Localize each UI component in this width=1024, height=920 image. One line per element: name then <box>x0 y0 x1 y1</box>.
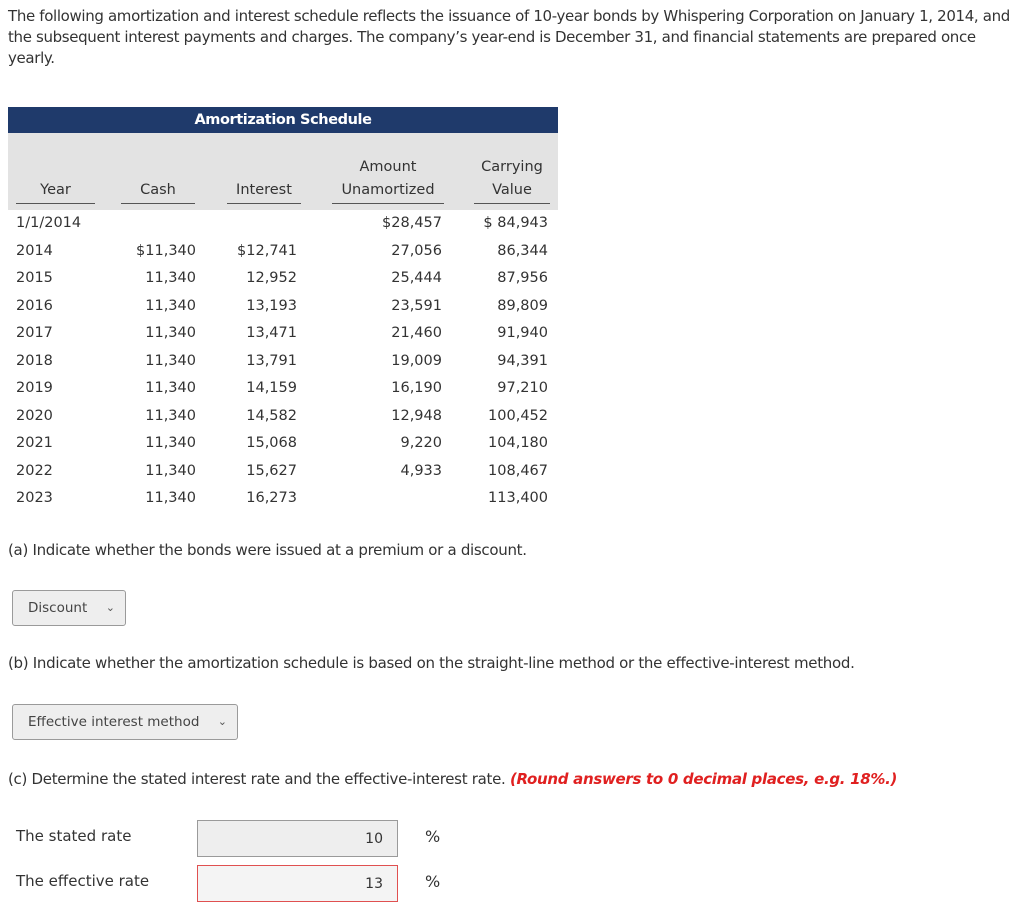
table-row <box>8 210 558 238</box>
amount-unamortized-cell: 23,591 <box>391 297 442 314</box>
premium-discount-select[interactable] <box>12 590 126 626</box>
cash-cell: 11,340 <box>145 270 196 286</box>
carrying-value-cell: 94,391 <box>497 352 548 369</box>
interest-cell: $12,741 <box>237 242 297 259</box>
interest-cell: 16,273 <box>246 490 297 506</box>
year-cell: 2023 <box>16 490 53 506</box>
question-b: (b) Indicate whether the amortization schedule is based on the straight-line method or the effective-interest method. <box>8 654 855 672</box>
carrying-value-cell: 87,956 <box>497 270 548 286</box>
interest-cell: 12,952 <box>246 270 297 286</box>
header-amount-unamortized: Amount Unamortized <box>332 156 444 204</box>
table-row <box>8 265 558 293</box>
year-cell: 2020 <box>16 407 53 424</box>
table-title: Amortization Schedule <box>8 107 558 133</box>
table-header <box>8 133 558 210</box>
table-row <box>8 293 558 321</box>
cash-cell: 11,340 <box>145 435 196 451</box>
year-cell: 2022 <box>16 462 53 479</box>
year-cell: 2014 <box>16 242 53 259</box>
rounding-note: (Round answers to 0 decimal places, e.g. 18%.) <box>509 770 898 788</box>
amount-unamortized-cell: 27,056 <box>391 242 442 259</box>
table-row <box>8 320 558 348</box>
header-year: Year <box>16 179 95 204</box>
amortization-method-select[interactable] <box>12 704 238 740</box>
chevron-down-icon: ⌄ <box>217 715 227 728</box>
cash-cell: 11,340 <box>145 380 196 396</box>
carrying-value-cell: 91,940 <box>497 325 548 341</box>
table-row <box>8 348 558 376</box>
amount-unamortized-cell: 21,460 <box>391 325 442 341</box>
carrying-value-cell: 108,467 <box>488 462 548 479</box>
year-cell: 1/1/2014 <box>16 215 82 231</box>
select-value: Discount <box>28 600 88 616</box>
carrying-value-cell: 89,809 <box>497 297 548 314</box>
header-carrying-value: Carrying Value <box>474 156 550 204</box>
table-row <box>8 430 558 458</box>
stated-rate-percent: % <box>425 827 441 846</box>
header-interest: Interest <box>227 179 301 204</box>
question-c: (c) Determine the stated interest rate and the effective-interest rate. (Round answers to 0 decimal places, e.g. 18%.) <box>8 770 898 788</box>
table-row <box>8 458 558 486</box>
carrying-value-cell: $ 84,943 <box>483 215 548 231</box>
amortization-schedule-table <box>8 107 558 513</box>
effective-rate-label: The effective rate <box>16 872 150 890</box>
amount-unamortized-cell: 9,220 <box>400 435 442 451</box>
carrying-value-cell: 104,180 <box>488 435 548 451</box>
year-cell: 2019 <box>16 380 53 396</box>
amount-unamortized-cell: $28,457 <box>382 215 442 231</box>
amount-unamortized-cell: 16,190 <box>391 380 442 396</box>
interest-cell: 14,159 <box>246 380 297 396</box>
carrying-value-cell: 97,210 <box>497 380 548 396</box>
amount-unamortized-cell: 25,444 <box>391 270 442 286</box>
year-cell: 2015 <box>16 270 53 286</box>
question-a: (a) Indicate whether the bonds were issued at a premium or a discount. <box>8 541 527 559</box>
interest-cell: 15,627 <box>246 462 297 479</box>
cash-cell: 11,340 <box>145 297 196 314</box>
amount-unamortized-cell: 12,948 <box>391 407 442 424</box>
amount-unamortized-cell: 19,009 <box>391 352 442 369</box>
cash-cell: $11,340 <box>136 242 196 259</box>
effective-rate-input[interactable]: 13 <box>197 865 398 902</box>
year-cell: 2017 <box>16 325 53 341</box>
cash-cell: 11,340 <box>145 462 196 479</box>
year-cell: 2018 <box>16 352 53 369</box>
carrying-value-cell: 113,400 <box>488 490 548 506</box>
cash-cell: 11,340 <box>145 325 196 341</box>
header-cash: Cash <box>121 179 195 204</box>
problem-intro: The following amortization and interest schedule reflects the issuance of 10-year bonds by Whispering Corporation on January 1, 2014, and the subsequent interest payments and charges. The company’s year-end is December 31, and financial statements are prepared once yearly. <box>8 7 1010 67</box>
interest-cell: 14,582 <box>246 407 297 424</box>
interest-cell: 15,068 <box>246 435 297 451</box>
amount-unamortized-cell: 4,933 <box>400 462 442 479</box>
table-row <box>8 375 558 403</box>
cash-cell: 11,340 <box>145 352 196 369</box>
year-cell: 2016 <box>16 297 53 314</box>
table-row <box>8 238 558 266</box>
year-cell: 2021 <box>16 435 53 451</box>
interest-cell: 13,791 <box>246 352 297 369</box>
interest-cell: 13,193 <box>246 297 297 314</box>
select-value: Effective interest method <box>28 714 200 730</box>
cash-cell: 11,340 <box>145 490 196 506</box>
chevron-down-icon: ⌄ <box>105 601 115 614</box>
cash-cell: 11,340 <box>145 407 196 424</box>
carrying-value-cell: 100,452 <box>488 407 548 424</box>
stated-rate-input[interactable]: 10 <box>197 820 398 857</box>
effective-rate-percent: % <box>425 872 441 891</box>
stated-rate-label: The stated rate <box>16 827 132 845</box>
carrying-value-cell: 86,344 <box>497 242 548 259</box>
interest-cell: 13,471 <box>246 325 297 341</box>
table-body <box>8 210 558 513</box>
table-row <box>8 403 558 431</box>
table-row <box>8 485 558 513</box>
